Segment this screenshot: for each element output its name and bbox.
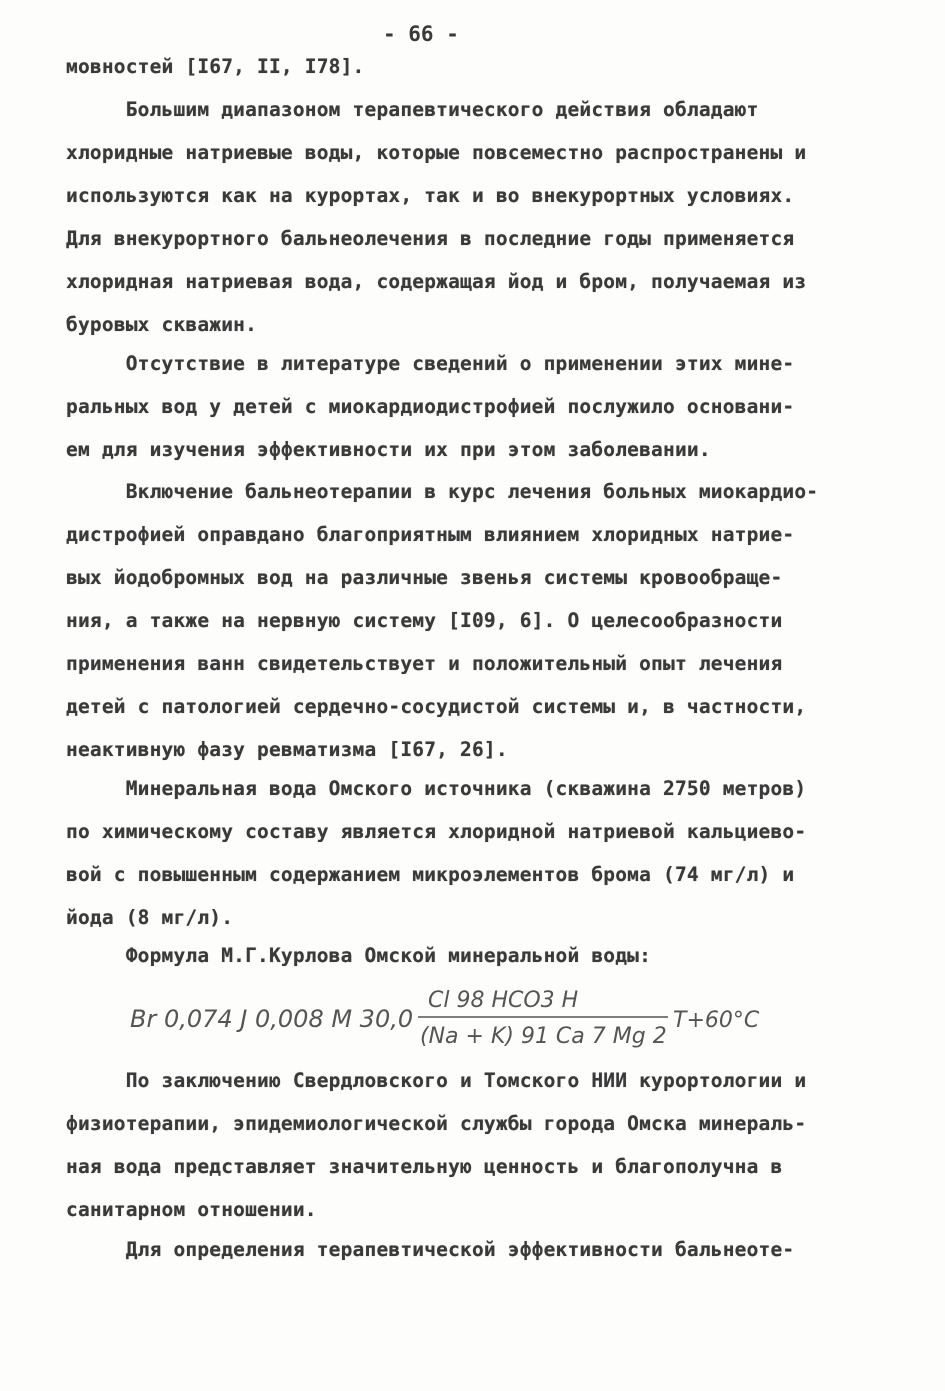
text-line: ральных вод у детей с миокардиодистрофией послужило основани- [66,395,795,418]
text-line: буровых скважин. [66,313,258,336]
formula-denominator: (Na + K) 91 Ca 7 Mg 2 [420,1024,667,1049]
text-line: санитарном отношении. [66,1198,317,1221]
formula-numerator: Cl 98 HCO3 H [428,988,579,1013]
text-line: дистрофией оправдано благоприятным влиянием хлоридных натрие- [66,523,795,546]
text-line: используются как на курортах, так и во внекурортных условиях. [66,184,795,207]
text-line: вых йодобромных вод на различные звенья системы кровообраще- [66,566,783,589]
formula-prefix: Br 0,074 J 0,008 M 30,0 [130,1005,414,1033]
text-line: ния, а также на нервную систему [I09, 6]. О целесообразности [66,609,783,632]
text-line: Минеральная вода Омского источника (скважина 2750 метров) [66,777,807,800]
text-line: Большим диапазоном терапевтического действия обладают [66,98,759,121]
text-line: вой с повышенным содержанием микроэлементов брома (74 мг/л) и [66,863,795,886]
page-number: - 66 - [383,22,459,46]
text-line: По заключению Свердловского и Томского НИИ курортологии и [66,1069,807,1092]
text-line: неактивную фазу ревматизма [I67, 26]. [66,738,508,761]
kurlov-formula [128,985,768,1055]
text-line: хлоридные натриевые воды, которые повсеместно распространены и [66,141,807,164]
formula-suffix: T+60°C [673,1008,760,1033]
text-line: Формула М.Г.Курлова Омской минеральной воды: [66,944,652,967]
text-line: Отсутствие в литературе сведений о применении этих мине- [66,352,795,375]
text-line: применения ванн свидетельствует и положительный опыт лечения [66,652,783,675]
text-line: Для внекурортного бальнеолечения в последние годы применяется [66,227,795,250]
text-line: детей с патологией сердечно-сосудистой системы и, в частности, [66,695,807,718]
text-line: Включение бальнеотерапии в курс лечения больных миокардио- [66,480,819,503]
text-line: ем для изучения эффективности их при этом заболевании. [66,438,711,461]
text-line: по химическому составу является хлоридной натриевой кальциево- [66,820,807,843]
text-line: Для определения терапевтической эффективности бальнеоте- [66,1238,795,1261]
text-line: йода (8 мг/л). [66,906,234,929]
text-line: мовностей [I67, II, I78]. [66,55,365,78]
text-line: ная вода представляет значительную ценность и благополучна в [66,1155,783,1178]
text-line: физиотерапии, эпидемиологической службы города Омска минераль- [66,1112,807,1135]
text-line: хлоридная натриевая вода, содержащая йод и бром, получаемая из [66,270,807,293]
